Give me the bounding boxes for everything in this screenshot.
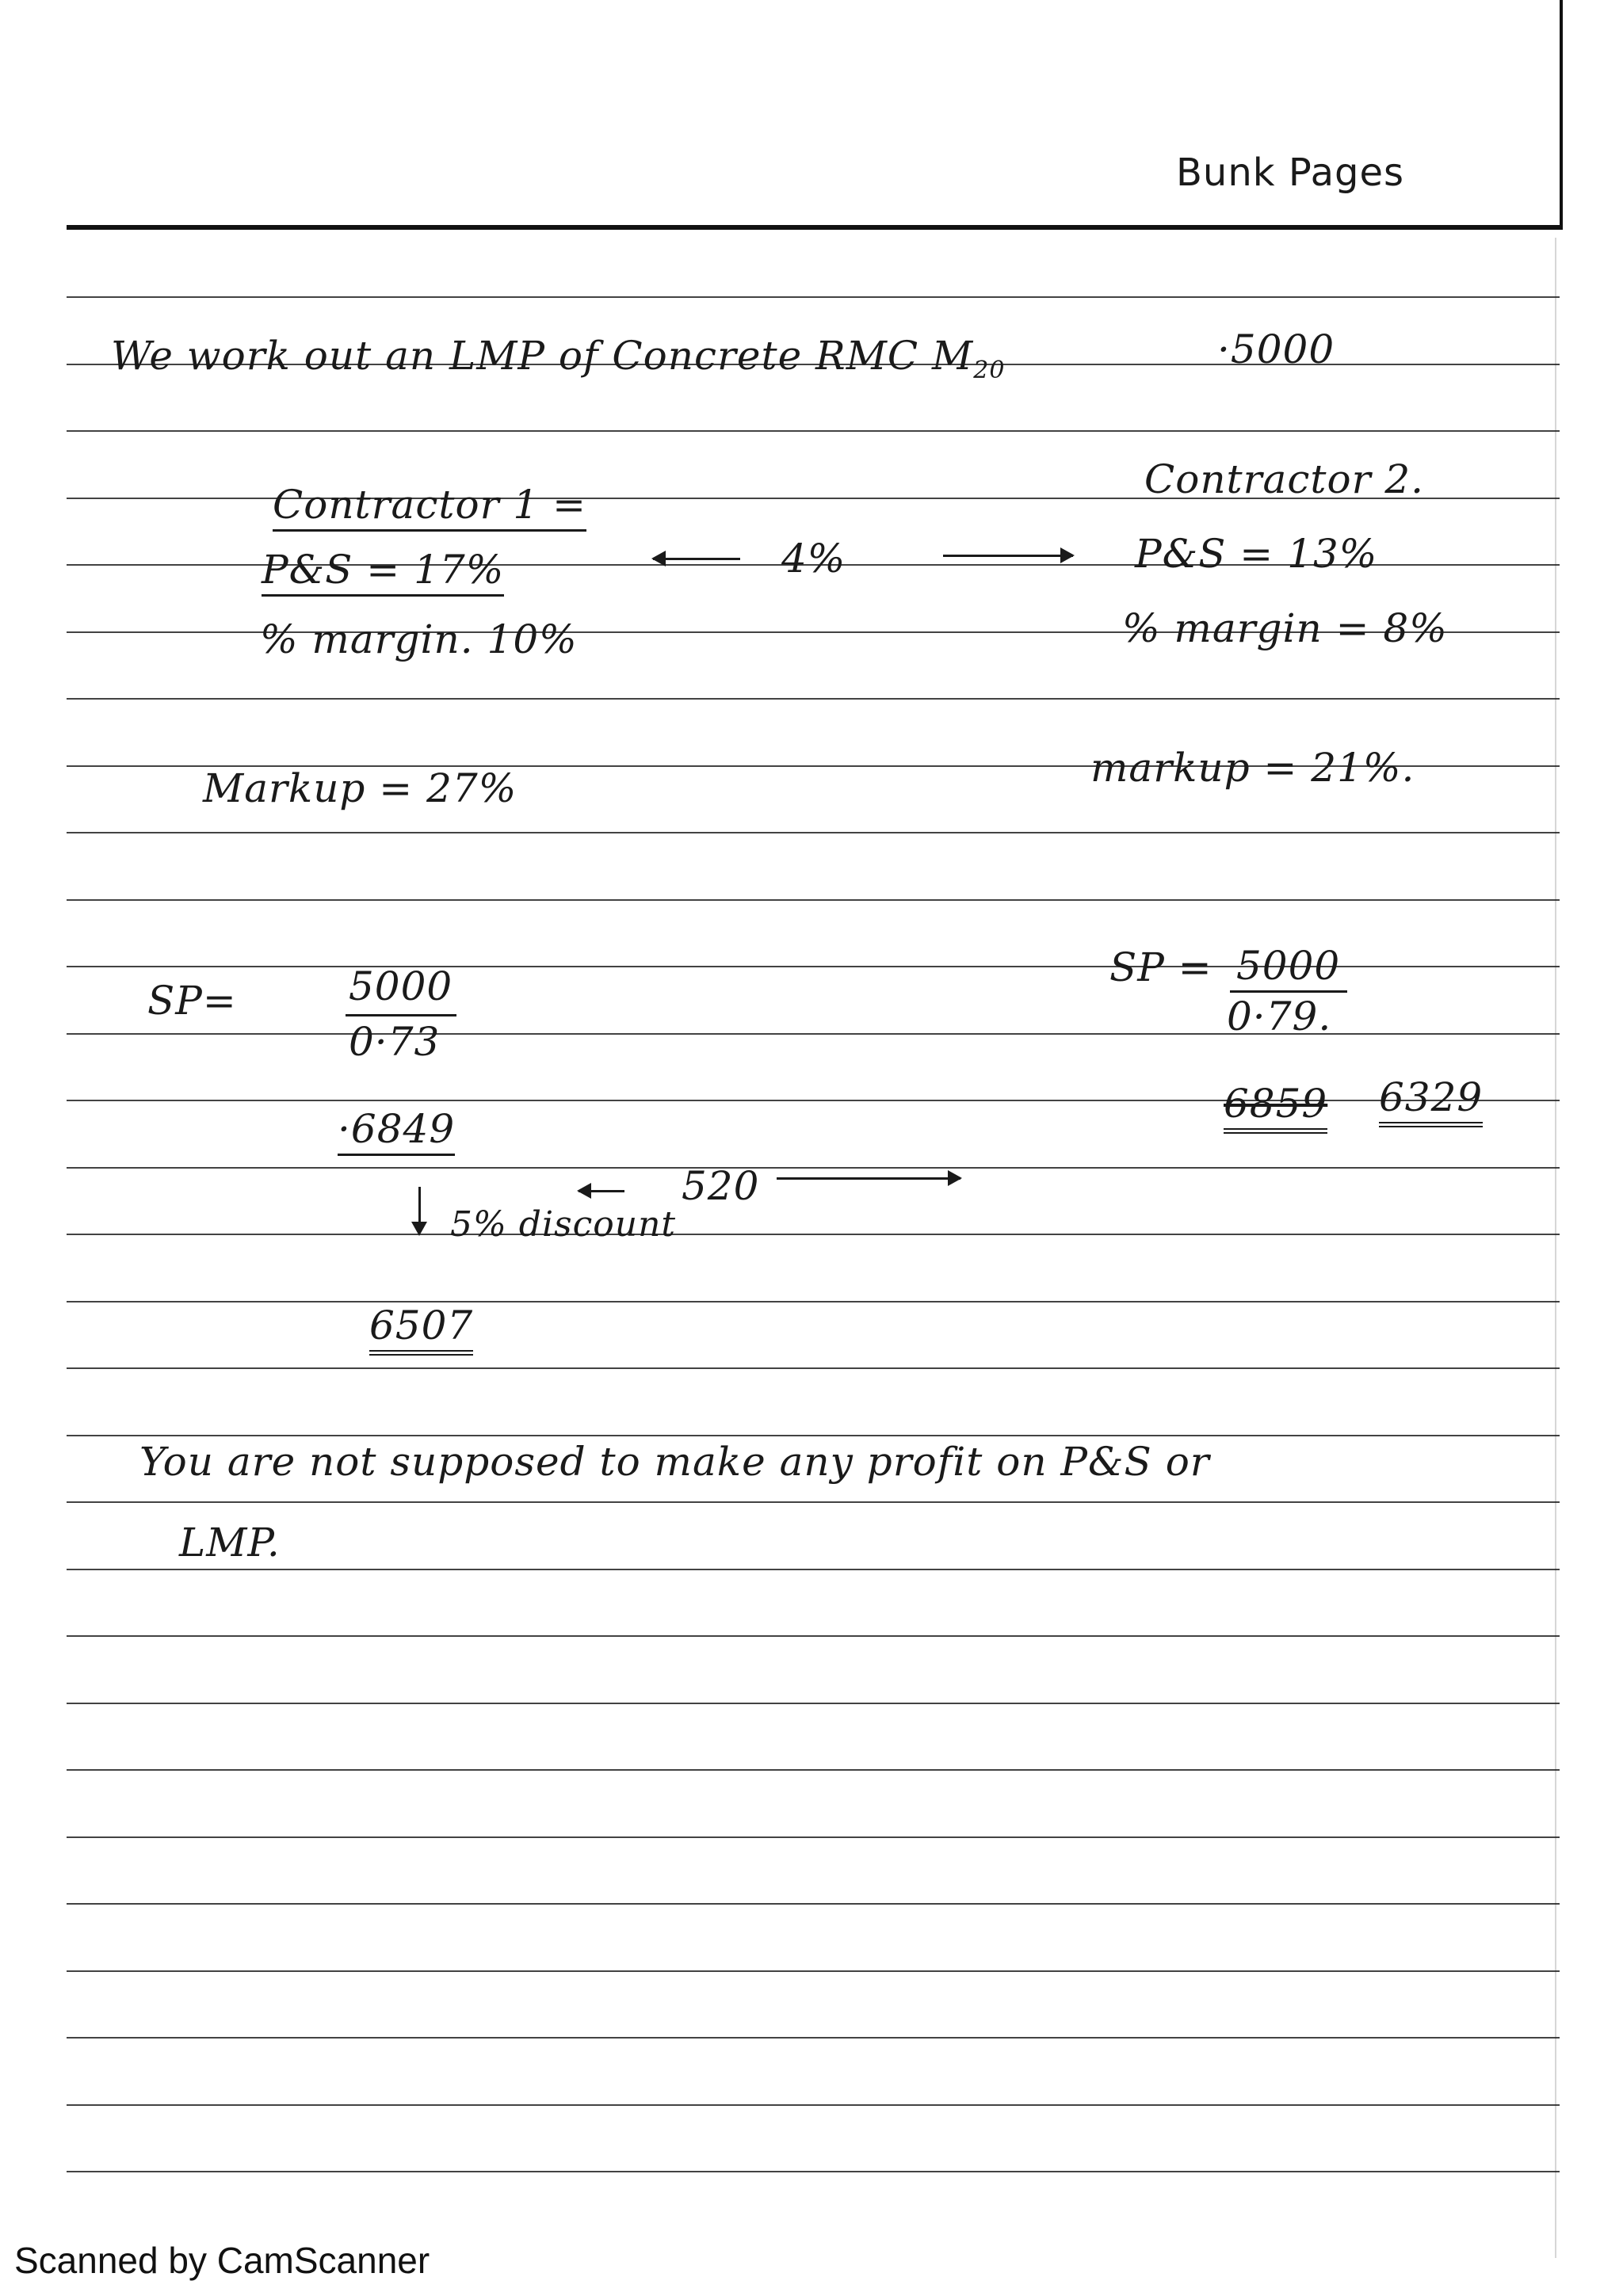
note-line-1: You are not supposed to make any profit on P&S or (139, 1439, 1210, 1485)
ruled-line (67, 1569, 1560, 1570)
discount-down-arrow (418, 1187, 421, 1233)
contractor2-margin: % margin = 8% (1122, 605, 1448, 651)
intro-subscript: 20 (973, 357, 1006, 384)
contractor1-sp-numerator: 5000 (349, 963, 453, 1009)
contractor1-sp-result: ·6849 (338, 1106, 455, 1156)
difference-ps: 4% (781, 536, 846, 582)
ruled-line (67, 1836, 1560, 1838)
ruled-line (67, 1100, 1560, 1101)
ruled-line (67, 1903, 1560, 1905)
price-diff-right-arrow (777, 1177, 960, 1180)
ruled-line (67, 1234, 1560, 1235)
header-rule (67, 225, 1560, 230)
ruled-line (67, 2171, 1560, 2172)
contractor2-sp-struck: 6859 (1224, 1081, 1327, 1134)
ruled-line (67, 832, 1560, 833)
ruled-line (67, 1703, 1560, 1704)
page-edge-top (1560, 0, 1563, 230)
ruled-line (67, 1367, 1560, 1369)
ruled-line (67, 1167, 1560, 1169)
difference-price: 520 (682, 1163, 760, 1209)
ruled-line (67, 1033, 1560, 1035)
ruled-line (67, 1435, 1560, 1436)
page-header-title: Bunk Pages (1176, 151, 1405, 195)
contractor2-sp-label: SP = (1109, 944, 1212, 990)
contractor2-markup: markup = 21%. (1090, 745, 1415, 791)
contractor2-title: Contractor 2. (1144, 456, 1425, 502)
scanner-watermark: Scanned by CamScanner (14, 2240, 430, 2281)
ruled-line (67, 1501, 1560, 1503)
contractor2-fraction-line (1230, 990, 1347, 993)
contractor1-ps: P&S = 17% (262, 547, 504, 597)
intro-text (111, 333, 1005, 384)
contractor1-sp-label: SP= (147, 978, 237, 1024)
ruled-line (67, 698, 1560, 700)
intro-value: ·5000 (1217, 326, 1335, 372)
contractor1-markup: Markup = 27% (203, 765, 517, 811)
contractor1-sp-denominator: 0·73 (349, 1019, 441, 1065)
contractor1-title: Contractor 1 = (273, 482, 586, 532)
note-line-2: LMP. (179, 1520, 281, 1566)
ruled-line (67, 2037, 1560, 2039)
difference-left-arrow (653, 558, 740, 560)
price-diff-left-arrow (579, 1190, 624, 1192)
intro-sentence: We work out an LMP of Concrete RMC M (111, 333, 974, 379)
ruled-line (67, 1769, 1560, 1771)
difference-right-arrow (943, 555, 1073, 557)
ruled-line (67, 1635, 1560, 1637)
ruled-line (67, 2104, 1560, 2106)
ruled-line (67, 430, 1560, 432)
contractor2-ps: P&S = 13% (1135, 531, 1378, 577)
ruled-line (67, 899, 1560, 901)
contractor2-sp-denominator: 0·79. (1227, 994, 1332, 1039)
ruled-line (67, 1301, 1560, 1302)
contractor2-sp-result: 6329 (1379, 1074, 1483, 1127)
contractor1-fraction-line (346, 1014, 456, 1016)
ruled-line (67, 1970, 1560, 1972)
contractor2-sp-numerator: 5000 (1236, 943, 1341, 989)
contractor1-margin: % margin. 10% (260, 616, 578, 662)
contractor1-discounted: 6507 (369, 1302, 473, 1356)
ruled-line (67, 296, 1560, 298)
contractor1-discount: 5% discount (450, 1204, 677, 1245)
page-edge-right (1555, 238, 1556, 2258)
